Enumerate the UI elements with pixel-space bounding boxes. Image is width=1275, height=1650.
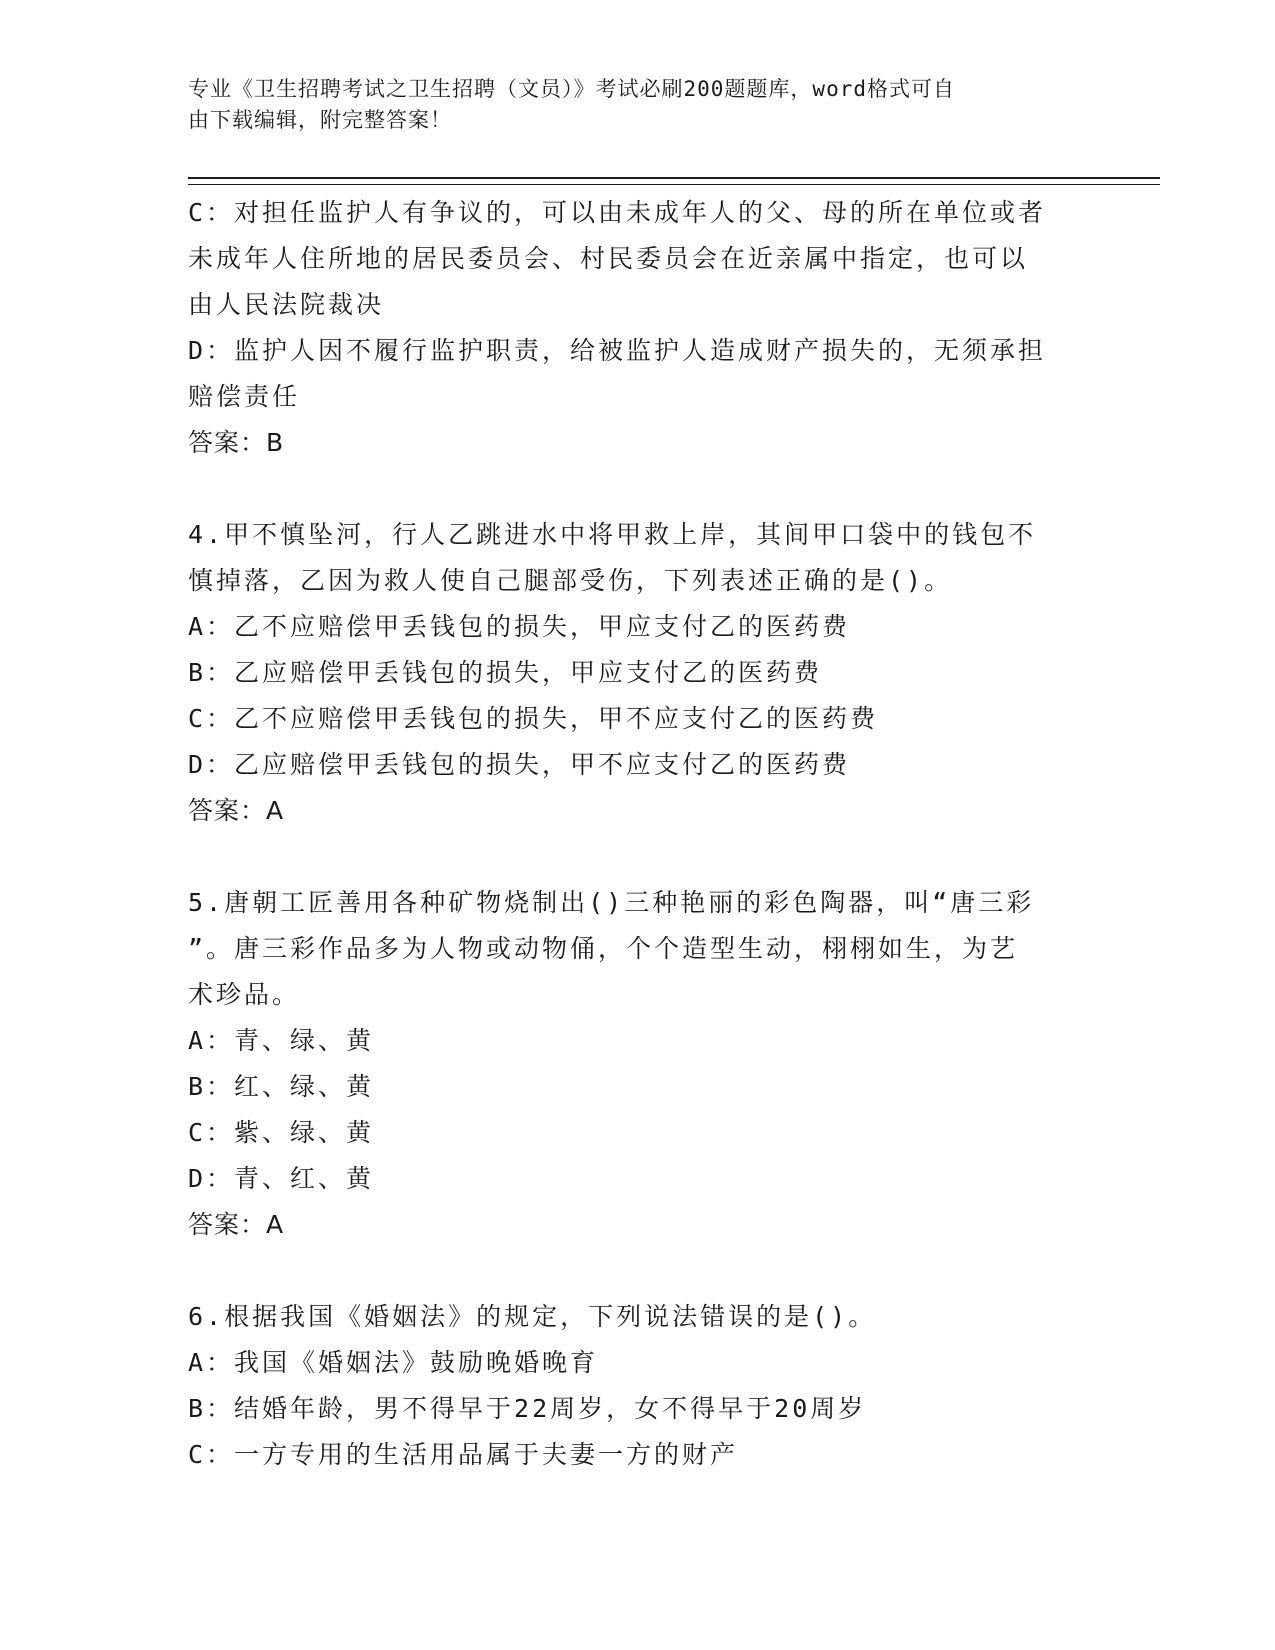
header-divider-thick [188,177,1160,179]
header-line-1: 专业《卫生招聘考试之卫生招聘（文员）》考试必刷200题题库，word格式可自 [188,77,955,101]
q6-option-c: C：一方专用的生活用品属于夫妻一方的财产 [188,1440,739,1469]
question-spacer [188,466,1088,512]
q6-option-a: A：我国《婚姻法》鼓励晚婚晚育 [188,1348,599,1377]
q5-option-c: C：紫、绿、黄 [188,1118,375,1147]
q6-stem-line-1: 6.根据我国《婚姻法》的规定，下列说法错误的是()。 [188,1302,877,1331]
q3-option-c-line-2: 未成年人住所地的居民委员会、村民委员会在近亲属中指定，也可以 [188,244,1029,273]
q3-option-d-line-2: 赔偿责任 [188,382,301,411]
q4-answer: 答案：A [188,796,285,825]
q4-option-c: C：乙不应赔偿甲丢钱包的损失，甲不应支付乙的医药费 [188,704,879,733]
q3-option-d-line-1: D：监护人因不履行监护职责，给被监护人造成财产损失的，无须承担 [188,336,1047,365]
q3-option-c-line-1: C：对担任监护人有争议的，可以由未成年人的父、母的所在单位或者 [188,198,1047,227]
q5-answer: 答案：A [188,1210,285,1239]
q4-option-d: D：乙应赔偿甲丢钱包的损失，甲不应支付乙的医药费 [188,750,851,779]
q3-answer: 答案：B [188,428,285,457]
question-3-tail [188,190,1088,466]
q5-stem-line-1: 5.唐朝工匠善用各种矿物烧制出()三种艳丽的彩色陶器，叫“唐三彩 [188,888,1035,917]
question-4 [188,512,1088,834]
q6-option-b: B：结婚年龄，男不得早于22周岁，女不得早于20周岁 [188,1394,867,1423]
q5-option-d: D：青、红、黄 [188,1164,375,1193]
q5-option-b: B：红、绿、黄 [188,1072,375,1101]
document-body [188,190,1088,1478]
question-5 [188,880,1088,1248]
header-line-2: 由下载编辑，附完整答案！ [188,108,452,132]
question-spacer [188,834,1088,880]
q4-option-b: B：乙应赔偿甲丢钱包的损失，甲应支付乙的医药费 [188,658,823,687]
q3-option-c-line-3: 由人民法院裁决 [188,290,385,319]
q5-option-a: A：青、绿、黄 [188,1026,375,1055]
q4-stem-line-2: 慎掉落，乙因为救人使自己腿部受伤，下列表述正确的是()。 [188,566,953,595]
question-6 [188,1294,1088,1478]
q5-stem-line-3: 术珍品。 [188,980,301,1009]
question-spacer [188,1248,1088,1294]
q4-stem-line-1: 4.甲不慎坠河，行人乙跳进水中将甲救上岸，其间甲口袋中的钱包不 [188,520,1037,549]
header-divider-thin [188,184,1160,185]
document-header [188,74,1088,136]
q5-stem-line-2: ”。唐三彩作品多为人物或动物俑，个个造型生动，栩栩如生，为艺 [188,934,1019,963]
q4-option-a: A：乙不应赔偿甲丢钱包的损失，甲应支付乙的医药费 [188,612,851,641]
